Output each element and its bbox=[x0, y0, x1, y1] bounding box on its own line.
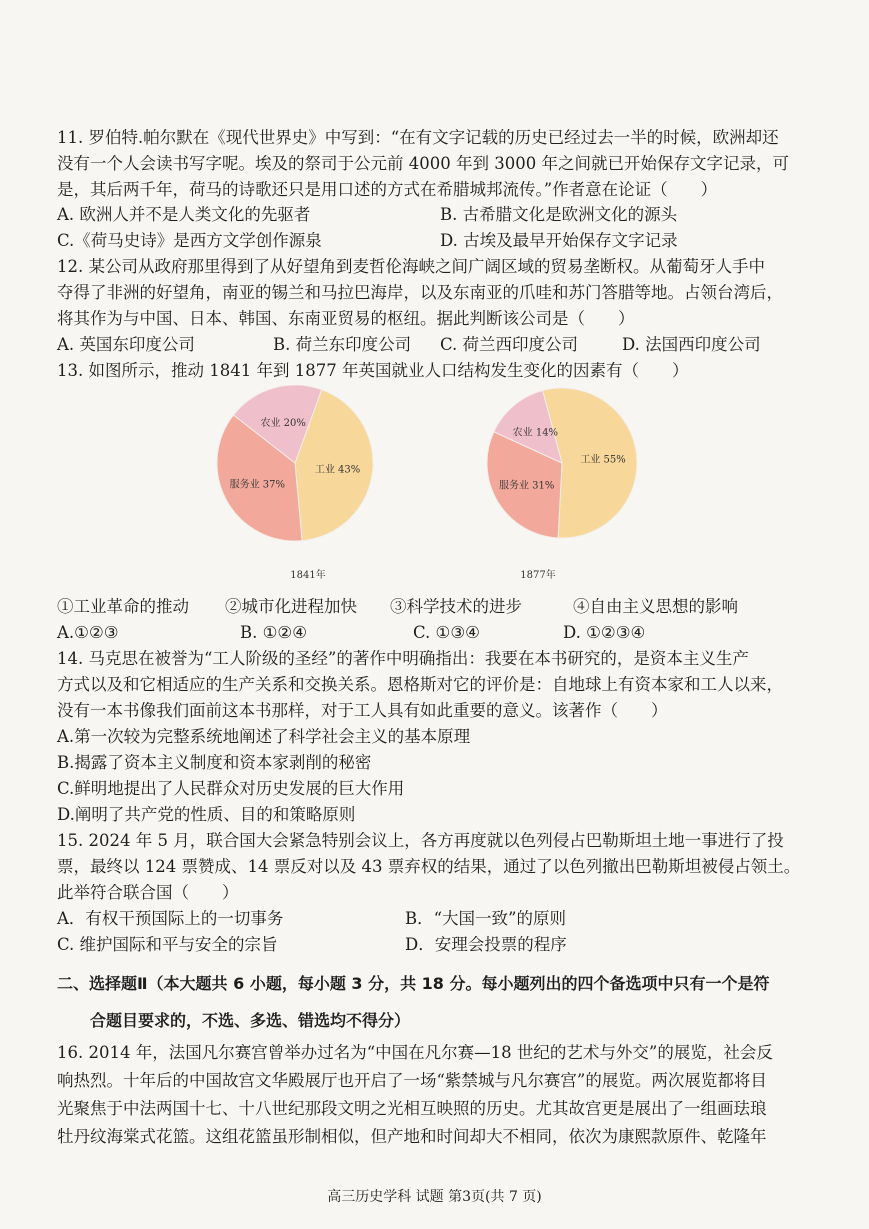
q13-statement-3: ③科学技术的进步 bbox=[390, 597, 522, 616]
q13-statement-2: ②城市化进程加快 bbox=[225, 597, 357, 616]
q12-option-b: B. 荷兰东印度公司 bbox=[273, 335, 412, 354]
q14-line-1: 14. 马克思在被誉为“工人阶级的圣经”的著作中明确指出：我要在本书研究的，是资本主义生产 bbox=[57, 649, 749, 668]
q13-option-b: B. ①②④ bbox=[240, 623, 307, 642]
q15-line-2: 票，最终以 124 票赞成、14 票反对以及 43 票弃权的结果，通过了以色列撤出巴勒斯坦被侵占领土。 bbox=[57, 857, 801, 876]
q15-option-b: B．“大国一致”的原则 bbox=[405, 909, 566, 928]
q13-option-a: A.①②③ bbox=[57, 623, 119, 642]
q15-option-a: A．有权干预国际上的一切事务 bbox=[57, 909, 284, 928]
q15-line-3: 此举符合联合国（ ） bbox=[57, 883, 239, 902]
pie-label-1-2: 农业 14% bbox=[512, 427, 559, 439]
q12-option-d: D. 法国西印度公司 bbox=[622, 335, 761, 354]
section2-heading-2: 合题目要求的，不选、多选、错选均不得分） bbox=[90, 1011, 411, 1030]
q16-line-3: 光聚焦于中法两国十七、十八世纪那段文明之光相互映照的历史。尤其故宫更是展出了一组画珐琅 bbox=[57, 1099, 767, 1118]
pie-label-0-1: 服务业 37% bbox=[229, 479, 286, 491]
q16-line-2: 响热烈。十年后的中国故宫文华殿展厅也开启了一场“紫禁城与凡尔赛宫”的展览。两次展览都将目 bbox=[57, 1071, 767, 1090]
section2-heading-1: 二、选择题Ⅱ（本大题共 6 小题，每小题 3 分，共 18 分。每小题列出的四个备选项中只有一个是符 bbox=[57, 974, 770, 993]
q11-line-2: 没有一个人会读书写字呢。埃及的祭司于公元前 4000 年到 3000 年之间就已开始保存文字记录，可 bbox=[57, 154, 789, 173]
pie-label-1-0: 工业 55% bbox=[580, 454, 626, 466]
q14-option-a: A.第一次较为完整系统地阐述了科学社会主义的基本原理 bbox=[57, 727, 471, 746]
q13-statement-1: ①工业革命的推动 bbox=[57, 597, 189, 616]
q14-option-c: C.鲜明地提出了人民群众对历史发展的巨大作用 bbox=[57, 779, 405, 798]
pie-charts-svg bbox=[200, 385, 670, 585]
q15-line-1: 15. 2024 年 5 月，联合国大会紧急特别会议上，各方再度就以色列侵占巴勒斯坦土地一事进行了投 bbox=[57, 831, 784, 850]
q16-line-1: 16. 2014 年，法国凡尔赛宫曾举办过名为“中国在凡尔赛—18 世纪的艺术与外交”的展览，社会反 bbox=[57, 1043, 773, 1062]
q14-option-b: B.揭露了资本主义制度和资本家剥削的秘密 bbox=[57, 753, 372, 772]
pie-year-label-1: 1877年 bbox=[520, 570, 556, 581]
q13-statement-4: ④自由主义思想的影响 bbox=[573, 597, 738, 616]
q11-line-1: 11. 罗伯特.帕尔默在《现代世界史》中写到：“在有文字记载的历史已经过去一半的时候，欧洲却还 bbox=[57, 128, 779, 147]
q12-line-3: 将其作为与中国、日本、韩国、东南亚贸易的枢纽。据此判断该公司是（ ） bbox=[57, 309, 635, 328]
q11-option-b: B. 古希腊文化是欧洲文化的源头 bbox=[440, 205, 678, 224]
q16-line-4: 牡丹纹海棠式花篮。这组花篮虽形制相似，但产地和时间却大不相同，依次为康熙款原件、乾隆年 bbox=[57, 1127, 767, 1146]
q14-option-d: D.阐明了共产党的性质、目的和策略原则 bbox=[57, 805, 356, 824]
q15-option-c: C. 维护国际和平与安全的宗旨 bbox=[57, 935, 278, 954]
pie-charts bbox=[200, 385, 670, 585]
q13-line-1: 13. 如图所示，推动 1841 年到 1877 年英国就业人口结构发生变化的因素有（ ） bbox=[57, 361, 689, 380]
q11-option-a: A. 欧洲人并不是人类文化的先驱者 bbox=[57, 205, 311, 224]
q11-option-c: C.《荷马史诗》是西方文学创作源泉 bbox=[57, 231, 322, 250]
pie-label-1-1: 服务业 31% bbox=[499, 480, 555, 492]
pie-year-label-0: 1841年 bbox=[290, 570, 326, 581]
q11-line-3: 是，其后两千年，荷马的诗歌还只是用口述的方式在希腊城邦流传。”作者意在论证（ ） bbox=[57, 180, 718, 199]
pie-label-0-2: 农业 20% bbox=[260, 417, 306, 429]
q11-option-d: D. 古埃及最早开始保存文字记录 bbox=[440, 231, 678, 250]
q12-line-1: 12. 某公司从政府那里得到了从好望角到麦哲伦海峡之间广阔区域的贸易垄断权。从葡萄牙人手中 bbox=[57, 257, 765, 276]
q12-option-a: A. 英国东印度公司 bbox=[57, 335, 195, 354]
q12-option-c: C. 荷兰西印度公司 bbox=[440, 335, 579, 354]
q13-option-c: C. ①③④ bbox=[413, 623, 480, 642]
q14-line-2: 方式以及和它相适应的生产关系和交换关系。恩格斯对它的评价是：自地球上有资本家和工人以来， bbox=[57, 675, 783, 694]
page-footer: 高三历史学科 试题 第3页(共 7 页) bbox=[327, 1189, 542, 1205]
q12-line-2: 夺得了非洲的好望角，南亚的锡兰和马拉巴海岸，以及东南亚的爪哇和苏门答腊等地。占领台湾后， bbox=[57, 283, 783, 302]
q14-line-3: 没有一本书像我们面前这本书那样，对于工人具有如此重要的意义。该著作（ ） bbox=[57, 701, 668, 720]
q13-option-d: D. ①②③④ bbox=[563, 623, 646, 642]
pie-label-0-0: 工业 43% bbox=[314, 464, 361, 476]
q15-option-d: D．安理会投票的程序 bbox=[405, 935, 567, 954]
